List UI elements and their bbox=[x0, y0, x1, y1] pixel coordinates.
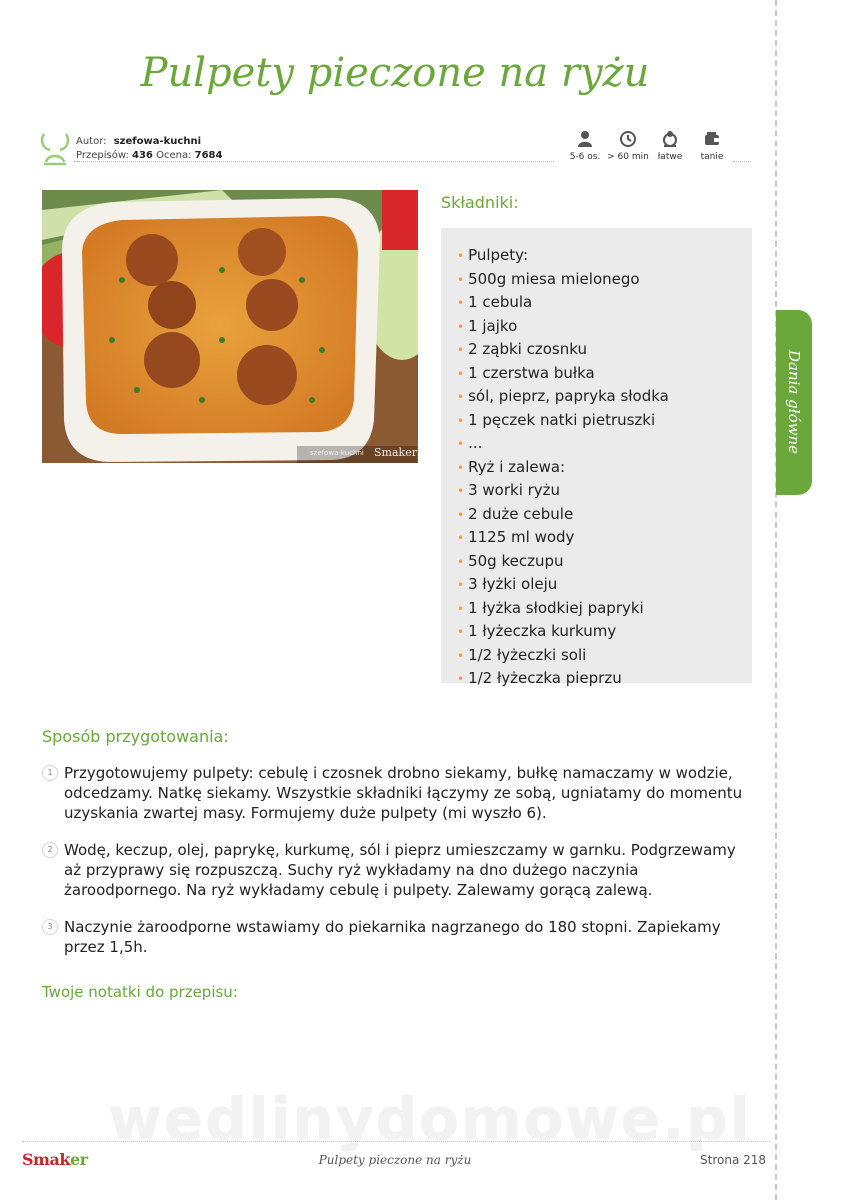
rating-label: Ocena: bbox=[156, 150, 192, 161]
ingredient-item: • Pulpety: bbox=[457, 244, 752, 268]
step-number: 2 bbox=[42, 842, 58, 858]
footer-logo-part-a: Smak bbox=[22, 1150, 70, 1169]
page-number: Strona 218 bbox=[700, 1153, 767, 1167]
ingredient-item: • 1 pęczek natki pietruszki bbox=[457, 409, 752, 433]
ingredient-item: • 1125 ml wody bbox=[457, 526, 752, 550]
ingredient-item: • 500g miesa mielonego bbox=[457, 268, 752, 292]
ingredient-item: • 1 łyżka słodkiej papryki bbox=[457, 597, 752, 621]
step-number: 3 bbox=[42, 919, 58, 935]
person-icon bbox=[576, 130, 594, 148]
step-number: 1 bbox=[42, 765, 58, 781]
rating-value: 7684 bbox=[194, 150, 223, 161]
footer-recipe-title: Pulpety pieczone na ryżu bbox=[318, 1153, 472, 1167]
ingredient-item: • ... bbox=[457, 432, 752, 456]
cut-line bbox=[775, 0, 777, 1200]
step-text: Wodę, keczup, olej, paprykę, kurkumę, sól i pieprz umieszczamy w garnku. Podgrzewamy aż przyprawy się rozpuszczą. Suchy ryż wykładamy na dno dużego naczynia żaroodpornego. Na ryż wykładamy cebulę i pulpety. Zalewamy gorącą zalewą. bbox=[64, 841, 736, 899]
photo-brand: Smaker bbox=[374, 446, 417, 459]
meta-divider bbox=[74, 161, 554, 162]
meta-cost bbox=[687, 130, 737, 162]
ingredient-item: • 50g keczupu bbox=[457, 550, 752, 574]
photo-caption: szefowa-kuchni bbox=[310, 449, 364, 457]
category-tab-label: Dania główne bbox=[785, 350, 803, 455]
ingredients-title: Składniki: bbox=[441, 193, 519, 212]
ingredient-item: • 3 worki ryżu bbox=[457, 479, 752, 503]
step-text: Naczynie żaroodporne wstawiamy do piekarnika nagrzanego do 180 stopni. Zapiekamy przez 1,5h. bbox=[64, 918, 721, 956]
step-text: Przygotowujemy pulpety: cebulę i czosnek drobno siekamy, bułkę namaczamy w wodzie, odcedzamy. Natkę siekamy. Wszystkie składniki łączymy ze sobą, ugniatamy do momentu uzyskania zwartej masy. Formujemy duże pulpety (mi wyszło 6). bbox=[64, 764, 743, 822]
chef-icon bbox=[661, 130, 679, 148]
recipes-count: 436 bbox=[132, 150, 153, 161]
ingredient-item: • 1 cebula bbox=[457, 291, 752, 315]
meta-cost-label: tanie bbox=[700, 152, 724, 162]
ingredient-item: • 1 jajko bbox=[457, 315, 752, 339]
ingredients-box bbox=[441, 228, 752, 687]
notes-title: Twoje notatki do przepisu: bbox=[42, 983, 238, 1001]
meta-time-label: > 60 min bbox=[607, 152, 649, 162]
ingredient-item: • 1 łyżeczka kurkumy bbox=[457, 620, 752, 644]
footer-divider bbox=[22, 1141, 770, 1142]
ingredient-item: • 1 czerstwa bułka bbox=[457, 362, 752, 386]
ingredient-item: • 2 duże cebule bbox=[457, 503, 752, 527]
recipe-photo bbox=[42, 190, 418, 463]
ingredient-item: • 3 łyżki oleju bbox=[457, 573, 752, 597]
footer-logo bbox=[22, 1150, 88, 1169]
chef-hat-logo-icon bbox=[40, 132, 70, 166]
ingredient-item: • 1/2 łyżeczka pieprzu bbox=[457, 667, 752, 691]
author-info bbox=[76, 135, 222, 163]
author-label: Autor: bbox=[76, 136, 107, 147]
watermark: wedlinydomowe.pl bbox=[108, 1085, 752, 1153]
ingredient-item: • 1/2 łyżeczki soli bbox=[457, 644, 752, 668]
ingredients-list bbox=[457, 244, 752, 691]
clock-icon bbox=[619, 130, 637, 148]
meta-servings-label: 5-6 os. bbox=[569, 152, 601, 162]
author-name[interactable]: szefowa-kuchni bbox=[113, 136, 201, 147]
footer-logo-part-b: er bbox=[69, 1150, 88, 1169]
wallet-icon bbox=[703, 130, 721, 148]
ingredient-item: • Ryż i zalewa: bbox=[457, 456, 752, 480]
ingredient-item: • sól, pieprz, papryka słodka bbox=[457, 385, 752, 409]
preparation-title: Sposób przygotowania: bbox=[42, 727, 229, 746]
recipe-title: Pulpety pieczone na ryżu bbox=[140, 50, 650, 96]
ingredient-item: • 2 ząbki czosnku bbox=[457, 338, 752, 362]
meta-difficulty-label: łatwe bbox=[657, 152, 683, 162]
recipes-label: Przepisów: bbox=[76, 150, 129, 161]
